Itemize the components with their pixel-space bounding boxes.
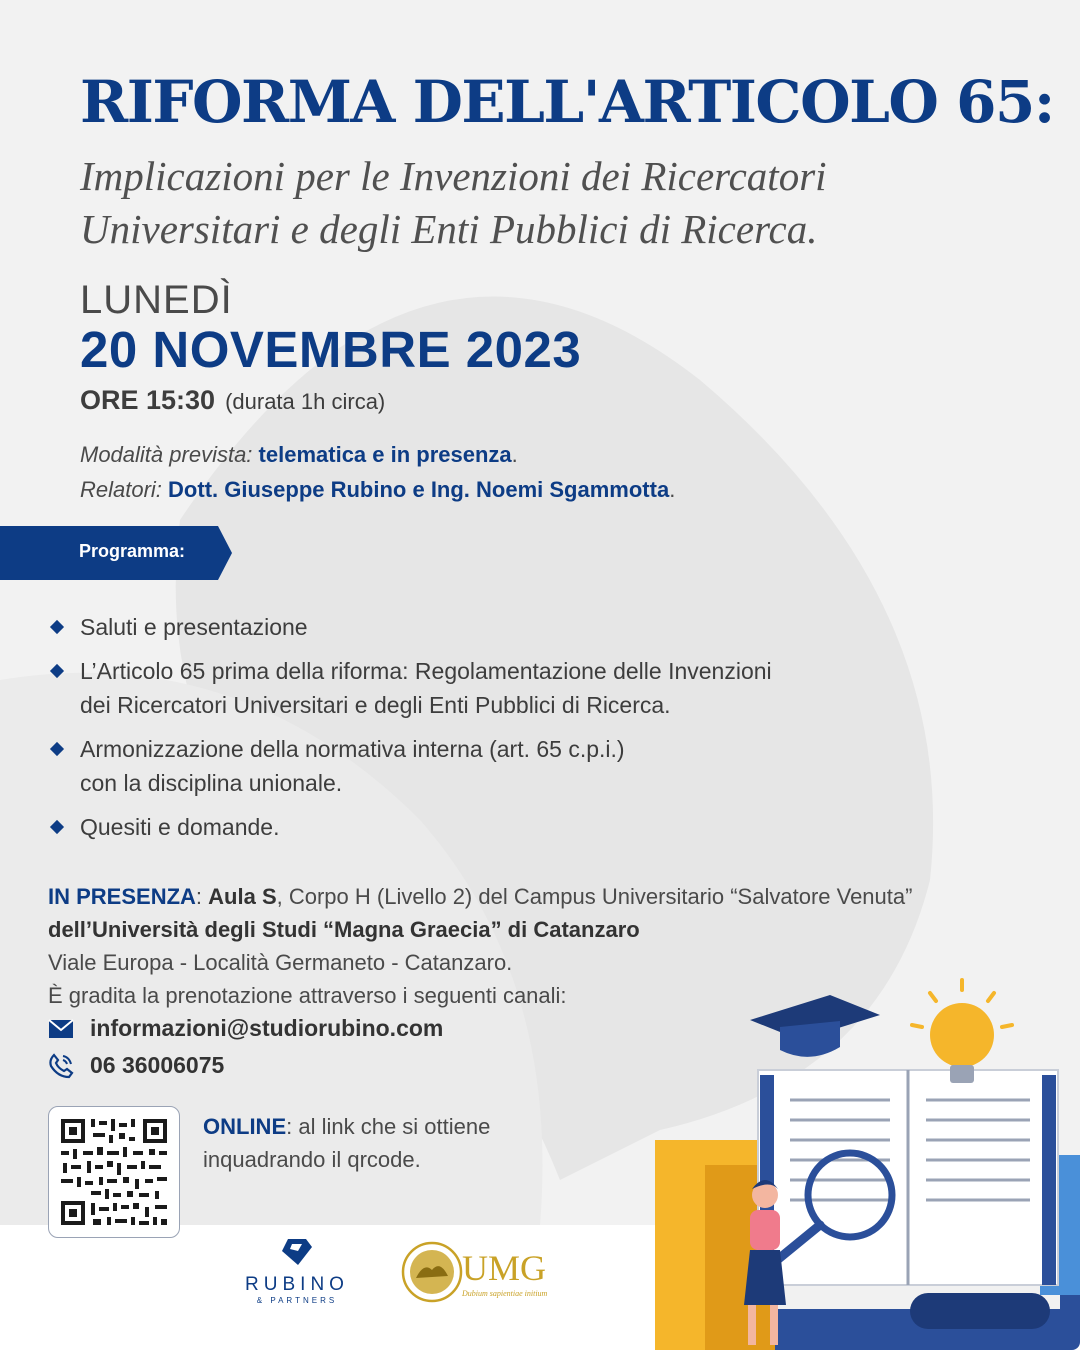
program-label: Programma:	[79, 541, 186, 561]
mode-label: Modalità prevista:	[80, 442, 253, 467]
qr-code-icon	[49, 1107, 179, 1237]
speakers-value: Dott. Giuseppe Rubino e Ing. Noemi Sgammotta	[168, 477, 670, 502]
umg-logo	[400, 1240, 570, 1309]
rubino-emblem-icon	[276, 1235, 318, 1269]
diamond-bullet-icon	[48, 654, 80, 722]
speakers-row	[80, 472, 675, 507]
venue-room: Aula S	[208, 884, 277, 909]
event-time-row	[80, 385, 385, 416]
mode-row	[80, 437, 675, 472]
speakers-period: .	[669, 477, 676, 502]
event-info	[80, 437, 675, 507]
phone-number[interactable]: 06 36006075	[90, 1052, 225, 1078]
umg-wordmark: UMG	[462, 1248, 547, 1288]
page-title: RIFORMA DELL'ARTICOLO 65:	[80, 68, 1054, 136]
rubino-wordmark: RUBINO	[245, 1274, 349, 1295]
event-time: ORE 15:30	[80, 385, 216, 415]
email-link[interactable]: informazioni@studiorubino.com	[90, 1015, 444, 1041]
book-illustration	[640, 975, 1080, 1350]
phone-contact[interactable]	[48, 1052, 224, 1079]
event-duration: (durata 1h circa)	[225, 389, 386, 414]
mode-value: telematica e in presenza	[258, 442, 512, 467]
venue-label: IN PRESENZA	[48, 884, 196, 909]
subtitle-line-2: Universitari e degli Enti Pubblici di Ricerca.	[80, 206, 818, 252]
email-contact[interactable]	[48, 1015, 443, 1042]
speakers-label: Relatori:	[80, 477, 162, 502]
diamond-bullet-icon	[48, 610, 80, 644]
phone-icon	[48, 1053, 74, 1079]
online-info	[203, 1110, 603, 1176]
subtitle-line-1: Implicazioni per le Invenzioni dei Ricercatori	[80, 153, 827, 199]
list-item: Quesiti e domande.	[48, 810, 948, 844]
rubino-subtitle: & PARTNERS	[256, 1296, 338, 1305]
page-subtitle	[80, 150, 1010, 256]
mode-period: .	[511, 442, 518, 467]
rubino-logo	[232, 1235, 362, 1305]
list-item: Saluti e presentazione	[48, 610, 948, 644]
online-label: ONLINE	[203, 1114, 287, 1139]
venue-paragraph: IN PRESENZA: Aula S, Corpo H (Livello 2) del Campus Universitario “Salvatore Venuta” dell’Università degli Studi “Magna Graecia” di Catanzaro	[48, 884, 913, 942]
envelope-icon	[48, 1019, 74, 1039]
venue-address: Viale Europa - Località Germaneto - Catanzaro.	[48, 950, 513, 975]
diamond-bullet-icon	[48, 732, 80, 800]
qr-code[interactable]	[48, 1106, 180, 1238]
program-list	[48, 610, 948, 854]
event-day-name: LUNEDÌ	[80, 278, 233, 322]
list-item: Armonizzazione della normativa interna (art. 65 c.p.i.) con la disciplina unionale.	[48, 732, 948, 800]
event-date: 20 NOVEMBRE 2023	[80, 321, 582, 378]
umg-motto: Dubium sapientiae initium	[462, 1289, 548, 1298]
venue-text: , Corpo H (Livello 2) del Campus Universitario “Salvatore Venuta”	[276, 884, 913, 909]
list-item: L’Articolo 65 prima della riforma: Regolamentazione delle Invenzioni dei Ricercatori Universitari e degli Enti Pubblici di Ricerca.	[48, 654, 948, 722]
venue-university: dell’Università degli Studi “Magna Graecia” di Catanzaro	[48, 917, 640, 942]
online-text: : al link che si ottiene inquadrando il qrcode.	[203, 1114, 491, 1172]
booking-note: È gradita la prenotazione attraverso i seguenti canali:	[48, 983, 567, 1008]
diamond-bullet-icon	[48, 810, 80, 844]
